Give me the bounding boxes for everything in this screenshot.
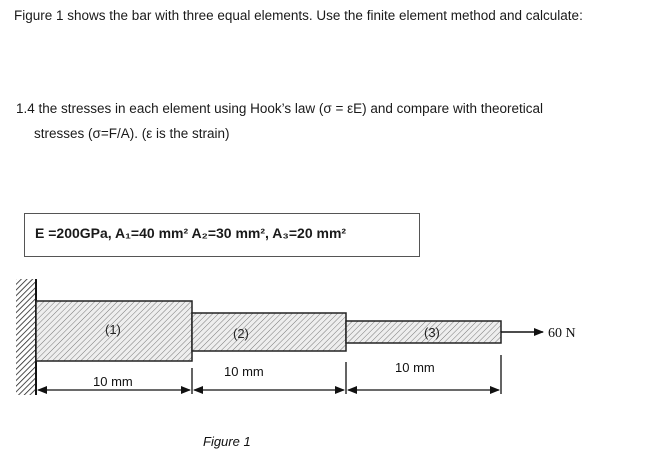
element-2-label: (2): [233, 326, 249, 341]
given-data-text: E =200GPa, A₁=40 mm² A₂=30 mm², A₃=20 mm²: [35, 225, 347, 241]
element-3-label: (3): [424, 325, 440, 340]
dimension-3-label: 10 mm: [395, 360, 435, 375]
fixed-wall: [16, 279, 36, 395]
element-1-label: (1): [105, 322, 121, 337]
question-line-2: stresses (σ=F/A). (ε is the strain): [34, 126, 230, 141]
element-2-bar: [192, 313, 346, 351]
dimension-2-label: 10 mm: [224, 364, 264, 379]
figure-caption: Figure 1: [203, 434, 251, 449]
intro-text: Figure 1 shows the bar with three equal elements. Use the finite element method and calculate:: [14, 8, 583, 23]
dimension-1-label: 10 mm: [93, 374, 133, 389]
question-line-1: 1.4 the stresses in each element using Hook’s law (σ = εE) and compare with theoretical: [16, 101, 543, 116]
load-label: 60 N: [548, 326, 576, 341]
